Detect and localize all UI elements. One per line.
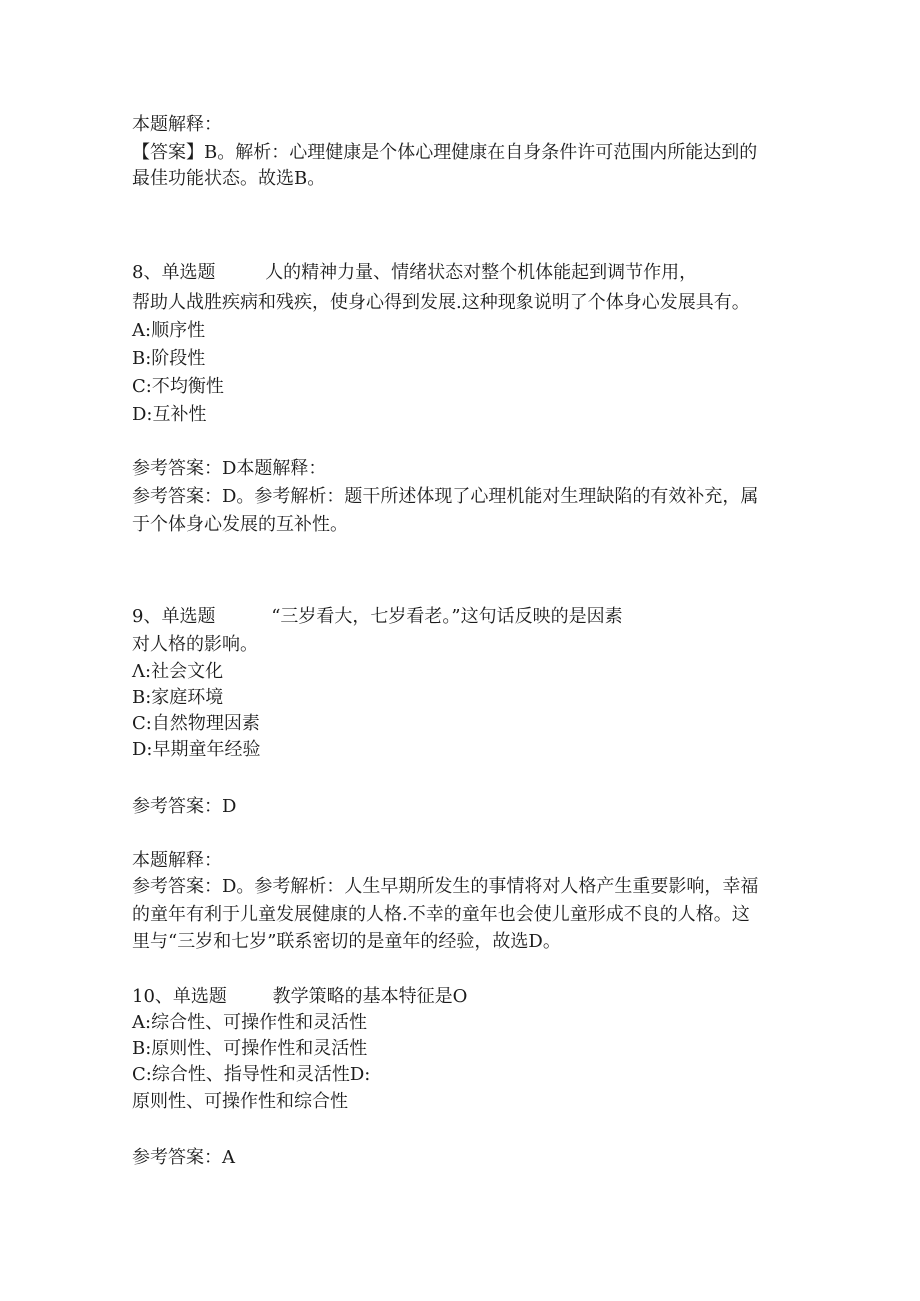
q10-stem-line-1: 教学策略的基本特征是O — [272, 986, 468, 1007]
q8-answer-line: 参考答案：D本题解释： — [132, 458, 327, 479]
q8-stem-line-1: 人的精神力量、情绪状态对整个机体能起到调节作用， — [265, 262, 698, 283]
q7-explain-label: 本题解释： — [132, 114, 222, 135]
q9-number-type: 9、单选题 — [132, 606, 216, 627]
q9-stem-line-2: 对人格的影响。 — [132, 634, 258, 655]
q8-option-a: A:顺序性 — [132, 320, 206, 341]
q8-explain-line-2: 于个体身心发展的互补性。 — [132, 514, 348, 535]
q8-option-d: D:互补性 — [132, 404, 207, 425]
q10-option-a: A:综合性、可操作性和灵活性 — [132, 1012, 368, 1033]
q9-explain-line-3: 里与“三岁和七岁”联系密切的是童年的经验，故选D。 — [132, 931, 561, 952]
q8-number-type: 8、单选题 — [132, 262, 216, 283]
q9-option-a: Λ:社会文化 — [132, 661, 224, 682]
q8-explain-line-1: 参考答案：D。参考解析：题干所述体现了心理机能对生理缺陷的有效补充，属 — [132, 486, 759, 507]
q8-stem-line-2: 帮助人战胜疾病和残疾，使身心得到发展.这种现象说明了个体身心发展具有。 — [132, 292, 750, 313]
q9-explain-line-1: 参考答案：D。参考解析：人生早期所发生的事情将对人格产生重要影响，幸福 — [132, 876, 759, 897]
q8-header — [132, 260, 697, 286]
q10-answer-line: 参考答案：A — [132, 1147, 235, 1168]
q8-option-c: C:不均衡性 — [132, 376, 224, 397]
q9-option-c: C:自然物理因素 — [132, 713, 260, 734]
q9-explain-label: 本题解释： — [132, 850, 222, 871]
q10-option-c: C:综合性、指导性和灵活性D: — [132, 1064, 371, 1085]
q9-answer-line: 参考答案：D — [132, 796, 237, 817]
q9-header — [132, 604, 623, 630]
q9-stem-line-1: “三岁看大，七岁看老。”这句话反映的是因素 — [271, 606, 623, 627]
q7-answer-line-1: 【答案】B。解析：心理健康是个体心理健康在自身条件许可范围内所能达到的 — [132, 142, 758, 163]
q8-option-b: B:阶段性 — [132, 348, 206, 369]
q10-option-b: B:原则性、可操作性和灵活性 — [132, 1038, 368, 1059]
q10-option-d: 原则性、可操作性和综合性 — [132, 1091, 348, 1112]
q9-explain-line-2: 的童年有利于儿童发展健康的人格.不幸的童年也会使儿童形成不良的人格。这 — [132, 904, 750, 925]
q9-option-b: B:家庭环境 — [132, 687, 224, 708]
q7-answer-line-2: 最佳功能状态。故选B。 — [132, 168, 326, 189]
q10-header — [132, 984, 467, 1010]
q10-number-type: 10、单选题 — [132, 986, 227, 1007]
q9-option-d: D:早期童年经验 — [132, 739, 261, 760]
